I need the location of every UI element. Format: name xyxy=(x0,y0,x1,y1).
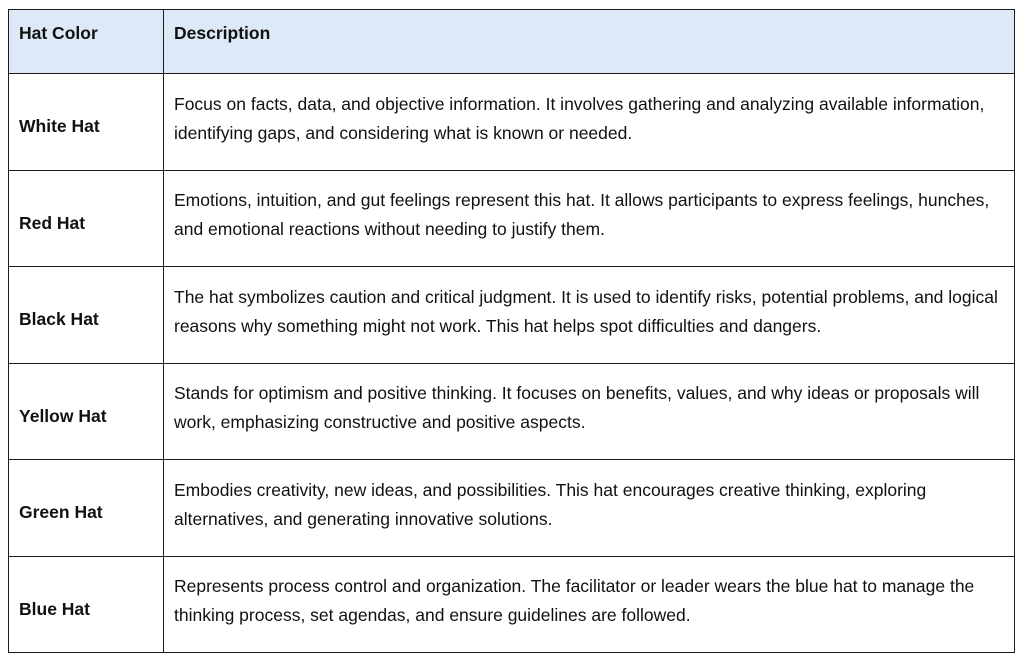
table-header xyxy=(9,10,1015,74)
table-row-yellow-hat xyxy=(9,363,1015,460)
table-body xyxy=(9,74,1015,653)
table-row-blue-hat xyxy=(9,556,1015,653)
hat-name-cell: Red Hat xyxy=(9,170,164,267)
table-row-red-hat xyxy=(9,170,1015,267)
table-row-black-hat xyxy=(9,267,1015,364)
hat-name-cell: Blue Hat xyxy=(9,556,164,653)
hat-description-cell: Embodies creativity, new ideas, and possibilities. This hat encourages creative thinking, exploring alternatives, and generating innovative solutions. xyxy=(164,460,1015,557)
hat-description-cell: The hat symbolizes caution and critical judgment. It is used to identify risks, potential problems, and logical reasons why something might not work. This hat helps spot difficulties and dangers. xyxy=(164,267,1015,364)
table-row-green-hat xyxy=(9,460,1015,557)
hat-description-cell: Represents process control and organization. The facilitator or leader wears the blue hat to manage the thinking process, set agendas, and ensure guidelines are followed. xyxy=(164,556,1015,653)
hat-description-cell: Emotions, intuition, and gut feelings represent this hat. It allows participants to express feelings, hunches, and emotional reactions without needing to justify them. xyxy=(164,170,1015,267)
hat-name-cell: Black Hat xyxy=(9,267,164,364)
header-description: Description xyxy=(164,10,1015,74)
header-hat-color: Hat Color xyxy=(9,10,164,74)
hat-description-cell: Stands for optimism and positive thinking. It focuses on benefits, values, and why ideas or proposals will work, emphasizing constructive and positive aspects. xyxy=(164,363,1015,460)
hat-name-cell: Yellow Hat xyxy=(9,363,164,460)
six-thinking-hats-table xyxy=(8,9,1015,653)
header-row xyxy=(9,10,1015,74)
table-row-white-hat xyxy=(9,74,1015,171)
hat-name-cell: Green Hat xyxy=(9,460,164,557)
hat-name-cell: White Hat xyxy=(9,74,164,171)
hat-description-cell: Focus on facts, data, and objective information. It involves gathering and analyzing available information, identifying gaps, and considering what is known or needed. xyxy=(164,74,1015,171)
